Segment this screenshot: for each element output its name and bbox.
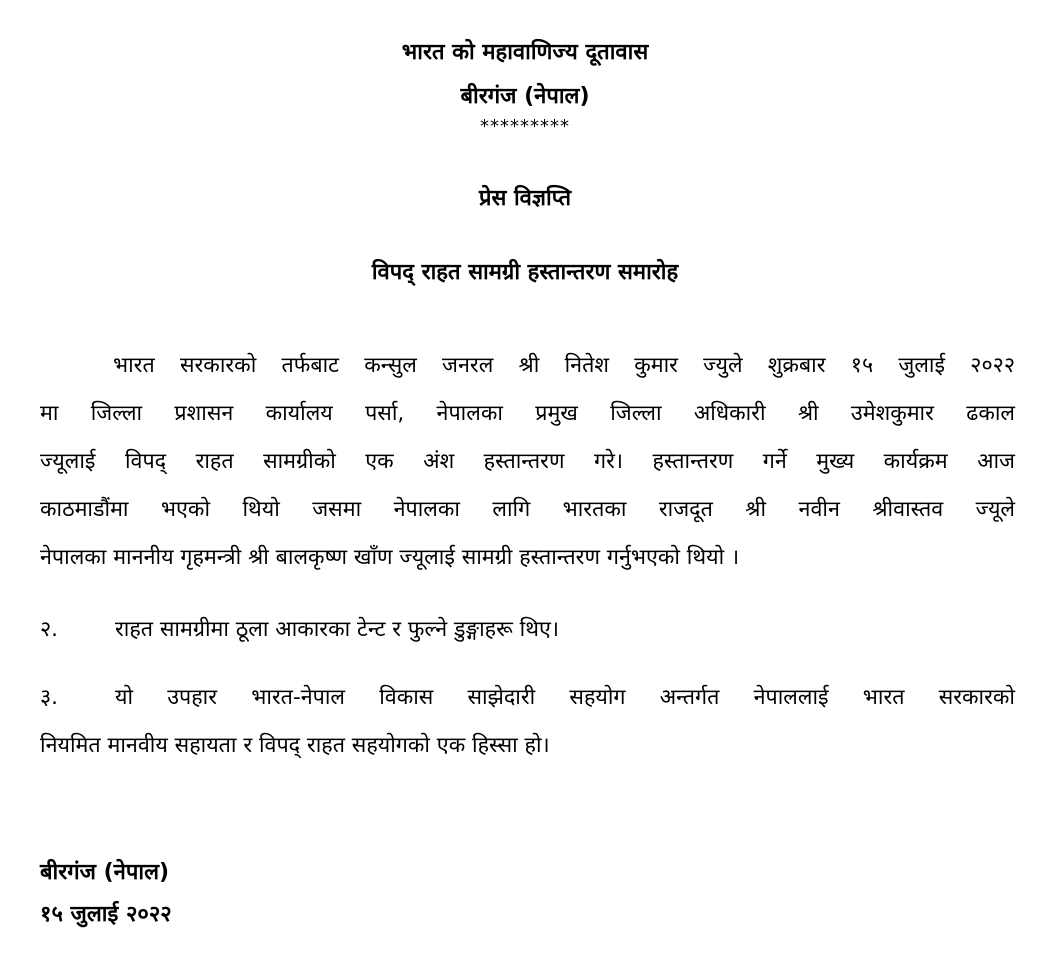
paragraph-1-line: नेपालका माननीय गृहमन्त्री श्री बालकृष्ण खाँण ज्यूलाई सामग्री हस्तान्तरण गर्नुभएको थियो ।: [40, 545, 740, 570]
paragraph-1-line: काठमाडौंमा भएको थियो जसमा नेपालका लागि भारतका राजदूत श्री नवीन श्रीवास्तव ज्यूले: [40, 497, 1015, 522]
paragraph-3-line: नियमित मानवीय सहायता र विपद् राहत सहयोगको एक हिस्सा हो।: [40, 733, 550, 758]
paragraph-1-line: भारत सरकारको तर्फबाट कन्सुल जनरल श्री नितेश कुमार ज्युले शुक्रबार १५ जुलाई २०२२: [113, 353, 1015, 378]
paragraph-1-line: मा जिल्ला प्रशासन कार्यालय पर्सा, नेपालका प्रमुख जिल्ला अधिकारी श्री उमेशकुमार ढकाल: [40, 401, 1015, 426]
paragraph-1-line: ज्यूलाई विपद् राहत सामग्रीको एक अंश हस्तान्तरण गरे। हस्तान्तरण गर्ने मुख्य कार्यक्रम आज: [40, 449, 1015, 474]
office-title: भारत को महावाणिज्य दूतावास: [401, 40, 649, 65]
paragraph-3-line: [40, 674, 1015, 722]
paragraph-2-text: राहत सामग्रीमा ठूला आकारका टेन्ट र फुल्ने डुङ्गाहरू थिए।: [115, 617, 559, 642]
separator-stars: *********: [480, 116, 570, 137]
paragraph-2-number: २.: [40, 617, 59, 642]
paragraph-1: [40, 342, 1015, 582]
paragraph-3-text: यो उपहार भारत-नेपाल विकास साझेदारी सहयोग अन्तर्गत नेपाललाई भारत सरकारको: [115, 685, 1015, 710]
document-type-heading: प्रेस विज्ञप्ति: [478, 186, 572, 211]
paragraph-2: [40, 606, 1015, 654]
subject-heading: विपद् राहत सामग्री हस्तान्तरण समारोह: [371, 260, 679, 285]
signature-date: १५ जुलाई २०२२: [40, 902, 172, 927]
paragraph-3-number: ३.: [40, 685, 59, 710]
office-location: बीरगंज (नेपाल): [460, 84, 590, 109]
paragraph-3: [40, 674, 1015, 770]
signature-place: बीरगंज (नेपाल): [40, 860, 170, 885]
